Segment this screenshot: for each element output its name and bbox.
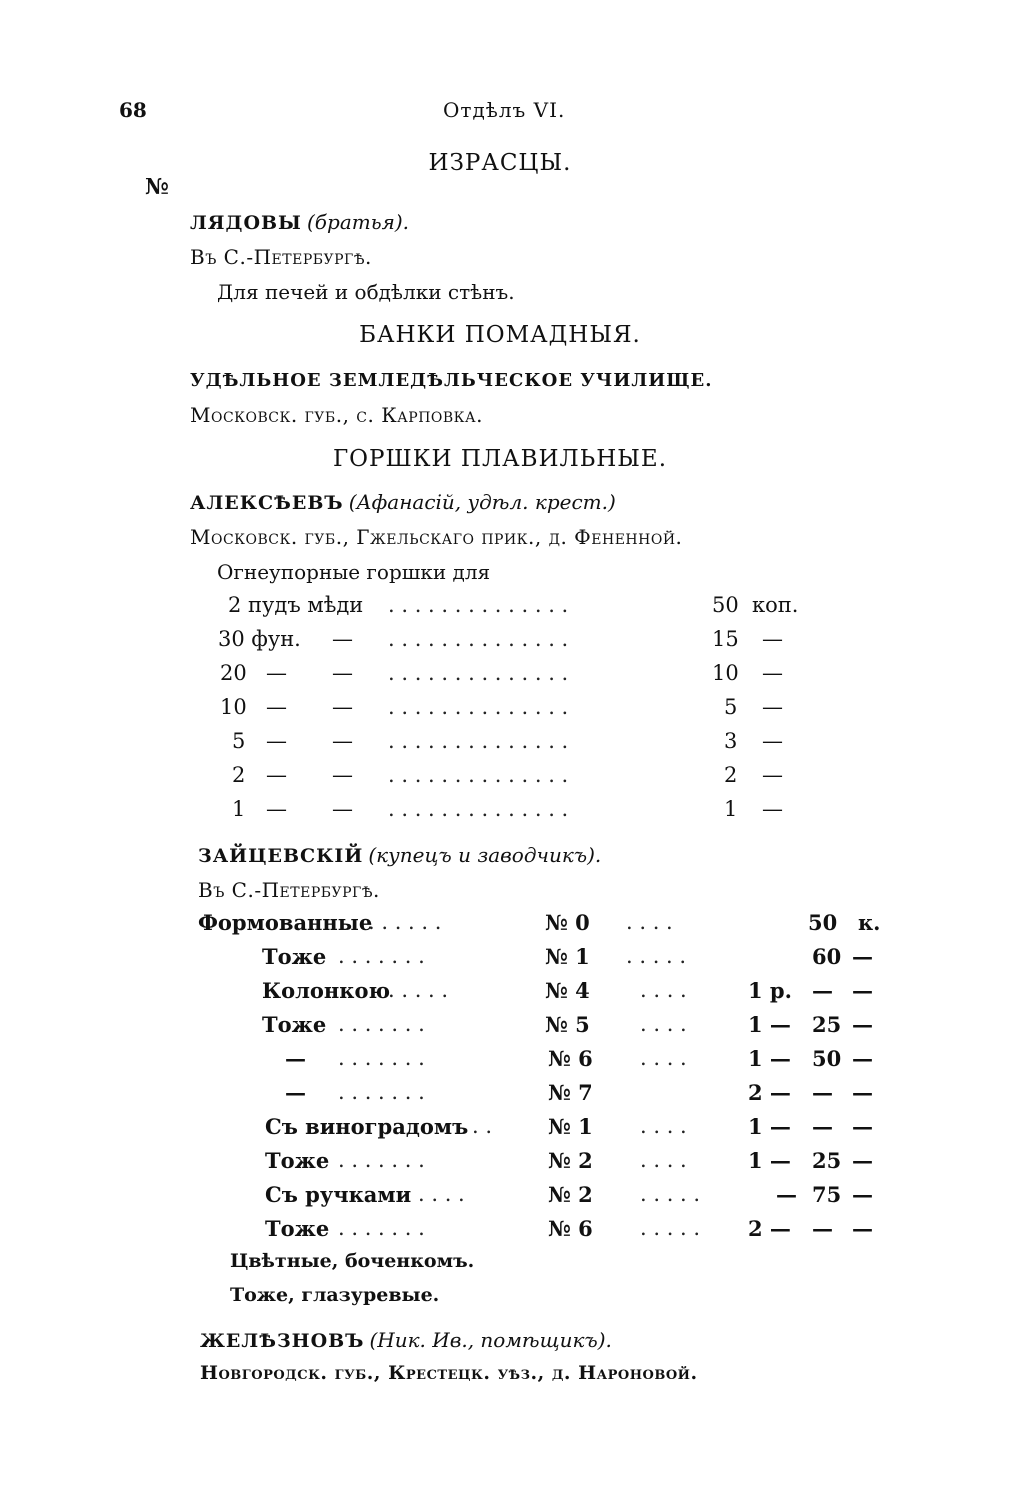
leader-dots: . . . . xyxy=(640,1148,687,1172)
leader-dots: . . . . . . . . . . . . . . xyxy=(388,627,569,651)
price-value: 1 xyxy=(724,797,738,821)
ditto-mark: — xyxy=(266,661,287,685)
price-value: 15 xyxy=(712,627,739,651)
page-number: 68 xyxy=(119,98,147,122)
leader-dots: . . . . . . . . . . . . . . xyxy=(388,661,569,685)
price-value: 2 xyxy=(724,763,738,787)
item-name: Тоже xyxy=(265,1216,330,1241)
leader-dots: . . . . . . . xyxy=(338,1148,425,1172)
entry-zaitsevsky xyxy=(198,843,601,867)
price-kop: 50 xyxy=(808,910,838,935)
price-kop: — xyxy=(812,1114,833,1139)
price-rub: 1 — xyxy=(748,1114,791,1139)
price-row-qty: 2 xyxy=(232,763,246,787)
ditto-mark: — xyxy=(332,627,353,651)
item-number: № 2 xyxy=(548,1148,593,1173)
item-name: — xyxy=(285,1046,306,1071)
section-title-pomade: БАНКИ ПОМАДНЫЯ. xyxy=(359,322,641,348)
price-row-qty: 10 xyxy=(220,695,247,719)
price-tail: — xyxy=(852,1182,873,1207)
price-unit: — xyxy=(762,661,783,685)
maker-location: Въ С.-Петербургѣ. xyxy=(198,878,380,902)
maker-location: Въ С.-Петербургѣ. xyxy=(190,245,372,269)
price-unit: — xyxy=(762,729,783,753)
leader-dots: . . . . . xyxy=(640,1216,701,1240)
leader-dots: . . xyxy=(472,1114,493,1138)
price-row-qty: 20 xyxy=(220,661,247,685)
item-number: № 5 xyxy=(545,1012,590,1037)
price-value: 3 xyxy=(724,729,738,753)
item-name: Тоже xyxy=(262,944,327,969)
price-tail: — xyxy=(852,1216,873,1241)
item-name: Тоже xyxy=(262,1012,327,1037)
maker-role: (Афанасій, удѣл. крест.) xyxy=(348,490,616,514)
price-rub: 1 — xyxy=(748,1148,791,1173)
item-name: Съ ручками xyxy=(265,1182,412,1207)
leader-dots: . . . . xyxy=(626,910,673,934)
maker-name: ЗАЙЦЕВСКІЙ xyxy=(198,845,364,867)
price-kop: 75 xyxy=(812,1182,842,1207)
maker-name: АЛЕКСѢЕВЪ xyxy=(190,492,344,514)
price-tail: — xyxy=(852,1012,873,1037)
maker-name: ЖЕЛѢЗНОВЪ xyxy=(200,1330,365,1352)
leader-dots: . . . . . . . . . . . . . . xyxy=(388,763,569,787)
maker-location: Московск. губ., с. Карповка. xyxy=(190,403,483,427)
ditto-mark: — xyxy=(332,729,353,753)
price-tail: — xyxy=(852,1080,873,1105)
item-number: № 2 xyxy=(548,1182,593,1207)
entry-lyadovy xyxy=(190,210,409,234)
leader-dots: . . . . . . xyxy=(368,910,442,934)
ditto-mark: — xyxy=(266,763,287,787)
leader-dots: . . . . xyxy=(640,978,687,1002)
price-rub: 2 — xyxy=(748,1080,791,1105)
item-name: Формованные xyxy=(198,910,373,935)
leader-dots: . . . . . . . . . . . . . . xyxy=(388,593,569,617)
price-value: 5 xyxy=(724,695,738,719)
ditto-mark: — xyxy=(332,661,353,685)
price-unit: — xyxy=(762,695,783,719)
ditto-mark: — xyxy=(332,695,353,719)
price-kop: 25 xyxy=(812,1012,842,1037)
price-tail: — xyxy=(852,944,873,969)
leader-dots: . . . . . . . . . . . . . . xyxy=(388,797,569,821)
item-name: Колонкою xyxy=(262,978,390,1003)
price-unit: — xyxy=(762,627,783,651)
ditto-mark: — xyxy=(332,797,353,821)
maker-location: Новгородск. губ., Крестецк. уѣз., д. Нароновой. xyxy=(200,1362,698,1384)
price-kop: 60 xyxy=(812,944,842,969)
leader-dots: . . . . xyxy=(640,1046,687,1070)
price-rub: 2 — xyxy=(748,1216,791,1241)
leader-dots: . . . . . . . xyxy=(338,1080,425,1104)
ditto-mark: — xyxy=(266,797,287,821)
price-unit: — xyxy=(762,797,783,821)
section-title-tiles: ИЗРАСЦЫ. xyxy=(428,150,572,176)
price-kop: 50 xyxy=(812,1046,842,1071)
item-number: № 1 xyxy=(545,944,590,969)
product-note: Для печей и обдѣлки стѣнъ. xyxy=(217,280,515,304)
price-tail: — xyxy=(852,978,873,1003)
leader-dots: . . . . . . . . . . . . . . xyxy=(388,729,569,753)
price-tail: — xyxy=(852,1114,873,1139)
price-value: 10 xyxy=(712,661,739,685)
maker-role: (Ник. Ив., помѣщикъ). xyxy=(369,1328,612,1352)
price-row-qty: 5 xyxy=(232,729,246,753)
entry-zheleznov xyxy=(200,1328,612,1352)
price-kop: — xyxy=(812,1216,833,1241)
item-name: Тоже xyxy=(265,1148,330,1173)
price-tail: к. xyxy=(858,910,881,935)
maker-role: (купецъ и заводчикъ). xyxy=(368,843,602,867)
maker-name: УДѢЛЬНОЕ ЗЕМЛЕДѢЛЬЧЕСКОЕ УЧИЛИЩЕ. xyxy=(190,370,713,391)
leader-dots: . . . . . . . xyxy=(338,1216,425,1240)
running-header: Отдѣлъ VI. xyxy=(443,98,566,122)
leader-dots: . . . . . xyxy=(640,1182,701,1206)
price-unit: — xyxy=(762,763,783,787)
entry-alekseev xyxy=(190,490,616,514)
section-title-crucibles: ГОРШКИ ПЛАВИЛЬНЫЕ. xyxy=(332,446,668,472)
leader-dots: . . . . xyxy=(640,1114,687,1138)
item-number: № 4 xyxy=(545,978,590,1003)
price-rub: 1 — xyxy=(748,1046,791,1071)
extra-item: Цвѣтные, боченкомъ. xyxy=(230,1250,475,1272)
extra-item: Тоже, глазуревые. xyxy=(230,1284,440,1306)
price-rub: 1 р. xyxy=(748,978,792,1003)
price-rub: 1 — xyxy=(748,1012,791,1037)
leader-dots: . . . . xyxy=(640,1012,687,1036)
item-number: № 0 xyxy=(545,910,590,935)
maker-role: (братья). xyxy=(307,210,409,234)
leader-dots: . . . . . . . . . . . . . . xyxy=(388,695,569,719)
item-number: № 7 xyxy=(548,1080,593,1105)
number-sign: № xyxy=(145,174,169,200)
maker-name: ЛЯДОВЫ xyxy=(190,212,302,234)
item-name: Съ виноградомъ xyxy=(265,1114,469,1139)
price-value: 50 xyxy=(712,593,739,617)
leader-dots: . . . . . xyxy=(626,944,687,968)
price-row-qty: 30 фун. xyxy=(218,627,301,651)
price-kop: 25 xyxy=(812,1148,842,1173)
maker-location: Московск. губ., Гжельскаго прик., д. Фененной. xyxy=(190,525,683,549)
ditto-mark: — xyxy=(266,695,287,719)
price-row-qty: 1 xyxy=(232,797,246,821)
price-tail: — xyxy=(852,1046,873,1071)
leader-dots: . . . . . . . xyxy=(338,1012,425,1036)
item-number: № 6 xyxy=(548,1216,593,1241)
item-number: № 6 xyxy=(548,1046,593,1071)
price-kop: — xyxy=(812,1080,833,1105)
price-row-qty: 2 пудъ мѣди xyxy=(228,593,364,617)
leader-dots: . . . . . . . xyxy=(338,1046,425,1070)
price-tail: — xyxy=(852,1148,873,1173)
price-unit: коп. xyxy=(752,593,799,617)
crucibles-intro: Огнеупорные горшки для xyxy=(217,560,491,584)
ditto-mark: — xyxy=(266,729,287,753)
item-number: № 1 xyxy=(548,1114,593,1139)
ditto-mark: — xyxy=(332,763,353,787)
price-rub: — xyxy=(776,1182,797,1207)
leader-dots: . . . . xyxy=(418,1182,465,1206)
price-kop: — xyxy=(812,978,833,1003)
leader-dots: . . . . . . . xyxy=(338,944,425,968)
item-name: — xyxy=(285,1080,306,1105)
leader-dots: . . . . . xyxy=(388,978,449,1002)
